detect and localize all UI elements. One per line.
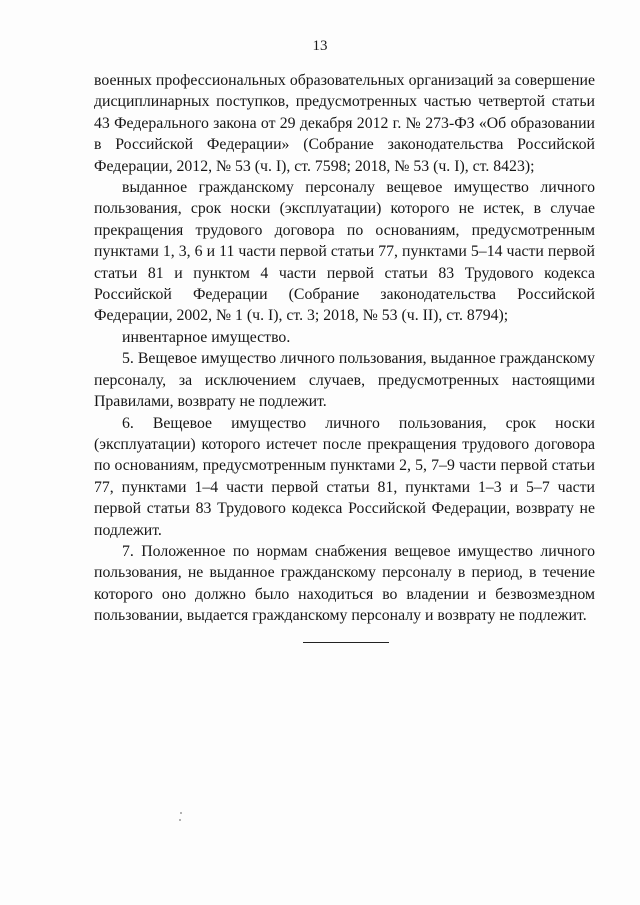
document-body <box>94 70 595 627</box>
scan-speck <box>180 812 182 814</box>
scan-speck <box>179 819 181 821</box>
page-number: 13 <box>312 38 328 54</box>
paragraph-item-7: 7. Положенное по нормам снабжения вещевое имущество личного пользования, не выданное гражданскому персоналу в период, в течение которого оно должно было находиться во владении и безвозмездном пользовании, выдается гражданскому персоналу и возврату не подлежит. <box>94 542 595 625</box>
paragraph-inventory: инвентарное имущество. <box>122 328 291 346</box>
paragraph-issued-property: выданное гражданскому персоналу вещевое имущество личного пользования, срок носки (эксплуатации) которого не истек, в случае прекращения трудового договора по основаниям, предусмотренным пунктами 1, 3, 6 и 11 части первой статьи 77, пунктами 5–14 части первой статьи 81 и пунктом 4 части первой статьи 83 Трудового кодекса Российской Федерации (Собрание законодательства Российской Федерации, 2002, № 1 (ч. I), ст. 3; 2018, № 53 (ч. II), ст. 8794); <box>94 179 595 325</box>
paragraph-item-5: 5. Вещевое имущество личного пользования, выданное гражданскому персоналу, за исключением случаев, предусмотренных настоящими Правилами, возврату не подлежит. <box>94 350 595 411</box>
closing-rule <box>303 642 389 643</box>
paragraph-continuation: военных профессиональных образовательных организаций за совершение дисциплинарных поступков, предусмотренных частью четвертой статьи 43 Федерального закона от 29 декабря 2012 г. № 273-ФЗ «Об образовании в Российской Федерации» (Собрание законодательства Российской Федерации, 2012, № 53 (ч. I), ст. 7598; 2018, № 53 (ч. I), ст. 8423); <box>94 72 595 175</box>
paragraph-item-6: 6. Вещевое имущество личного пользования, срок носки (эксплуатации) которого истечет после прекращения трудового договора по основаниям, предусмотренным пунктами 2, 5, 7–9 части первой статьи 77, пунктами 1–4 части первой статьи 81, пунктами 1–3 и 5–7 части первой статьи 83 Трудового кодекса Российской Федерации, возврату не подлежит. <box>94 414 595 539</box>
